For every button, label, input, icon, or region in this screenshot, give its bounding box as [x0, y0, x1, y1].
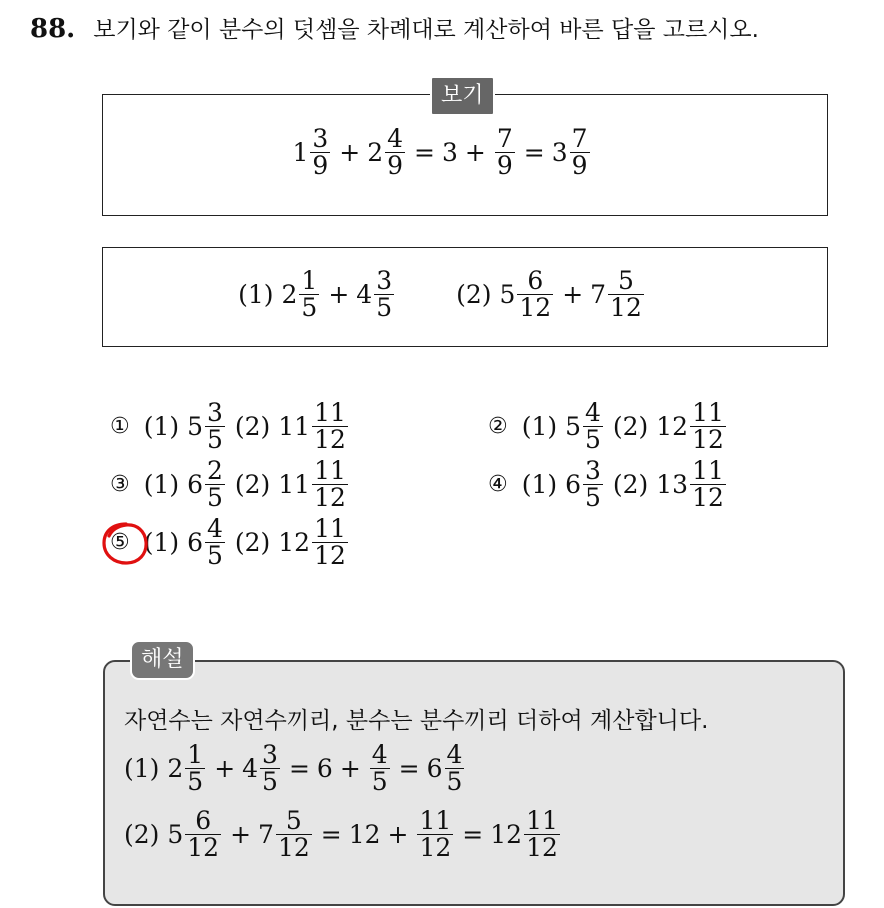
plus-sign: +: [339, 754, 361, 783]
choice-5-part-1-fraction: [205, 516, 225, 569]
choice-2-part-1-fraction: [583, 400, 603, 453]
denominator: 12: [610, 293, 642, 322]
numerator: 3: [207, 398, 223, 427]
choice-4-part-1-label: (1): [521, 470, 558, 499]
equals-sign: =: [320, 820, 342, 849]
choice-3-part-2-whole: 11: [278, 470, 311, 499]
numerator: 11: [692, 456, 724, 485]
problem-1-whole-2: 4: [356, 280, 373, 309]
choice-1-part-2-whole: 11: [278, 412, 311, 441]
numerator: 6: [195, 806, 212, 835]
numerator: 11: [314, 514, 346, 543]
solution-line-2-result-whole: 12: [490, 820, 523, 849]
denominator: 12: [314, 483, 346, 512]
numerator: 6: [527, 266, 544, 295]
numerator: 5: [618, 266, 634, 295]
numerator: 11: [692, 398, 724, 427]
choice-3-mark: ③: [110, 472, 130, 497]
problem-1-whole-1: 2: [281, 280, 298, 309]
equals-sign: =: [462, 820, 484, 849]
answer-circle-mark: [100, 518, 152, 568]
problem-2-whole-1: 5: [499, 280, 516, 309]
example-whole-sum: 3: [442, 138, 458, 167]
solution-line-1-label: (1): [124, 754, 160, 783]
example-fraction-2: [385, 126, 405, 179]
denominator: 5: [207, 483, 223, 512]
plus-sign: +: [562, 280, 584, 309]
solution-line-1-whole-1: 2: [167, 754, 184, 783]
choice-4-part-2-fraction: [690, 458, 726, 511]
choice-5-part-2-fraction: [312, 516, 348, 569]
solution-line-2-whole-2: 7: [258, 820, 274, 849]
denominator: 5: [585, 483, 601, 512]
denominator: 9: [496, 151, 513, 180]
question-text: 보기와 같이 분수의 덧셈을 차례대로 계산하여 바른 답을 고르시오.: [93, 17, 759, 43]
solution-line-2: [124, 808, 562, 861]
choice-5-mark: ⑤: [110, 530, 130, 555]
choice-4-part-2-label: (2): [612, 470, 649, 499]
denominator: 5: [585, 425, 601, 454]
choice-5-part-1-label: (1): [143, 528, 180, 557]
solution-line-1: [124, 742, 466, 795]
choice-5-part-1-whole: 6: [187, 528, 204, 557]
question-header: [30, 14, 759, 45]
denominator: 5: [301, 293, 318, 322]
choice-3-part-1-label: (1): [143, 470, 180, 499]
equals-sign: =: [288, 754, 310, 783]
solution-line-1-result-fraction: [445, 742, 465, 795]
plus-sign: +: [387, 820, 409, 849]
choice-1-part-2-label: (2): [234, 412, 271, 441]
problem-1-label: (1): [238, 280, 274, 309]
example-result-whole: 3: [551, 138, 568, 167]
denominator: 12: [314, 425, 346, 454]
choice-3-part-1-fraction: [205, 458, 225, 511]
choice-1-part-1-whole: 5: [187, 412, 204, 441]
numerator: 11: [314, 398, 346, 427]
solution-line-1-fraction-sum: [370, 742, 390, 795]
example-tag: 보기: [430, 76, 495, 116]
solution-line-2-fraction-sum: [417, 808, 453, 861]
numerator: 7: [571, 124, 588, 153]
numerator: 1: [301, 266, 318, 295]
choice-1-part-1-fraction: [205, 400, 225, 453]
choice-3[interactable]: [110, 458, 350, 511]
solution-explanation: 자연수는 자연수끼리, 분수는 분수끼리 더하여 계산합니다.: [124, 708, 709, 734]
choice-3-part-2-label: (2): [234, 470, 271, 499]
denominator: 12: [692, 483, 724, 512]
solution-line-2-fraction-1: [185, 808, 221, 861]
solution-line-2-fraction-2: [276, 808, 312, 861]
denominator: 9: [312, 151, 329, 180]
problem-2-label: (2): [456, 280, 492, 309]
choice-4-part-2-whole: 13: [656, 470, 689, 499]
example-whole-2: 2: [367, 138, 384, 167]
problem-2-whole-2: 7: [590, 280, 607, 309]
equals-sign: =: [523, 138, 545, 167]
denominator: 12: [419, 833, 452, 862]
problem-1-fraction-2: [374, 268, 394, 321]
choice-4[interactable]: [488, 458, 728, 511]
example-result-fraction: [570, 126, 590, 179]
choice-3-part-1-whole: 6: [187, 470, 204, 499]
solution-line-2-whole-1: 5: [167, 820, 184, 849]
plus-sign: +: [230, 820, 252, 849]
equals-sign: =: [398, 754, 420, 783]
denominator: 5: [207, 541, 223, 570]
plus-sign: +: [214, 754, 236, 783]
denominator: 12: [314, 541, 346, 570]
choice-5-part-2-whole: 12: [278, 528, 311, 557]
solution-line-1-fraction-2: [260, 742, 280, 795]
numerator: 1: [187, 740, 204, 769]
numerator: 11: [314, 456, 346, 485]
solution-line-1-whole-2: 4: [242, 754, 259, 783]
numerator: 5: [285, 806, 302, 835]
denominator: 12: [526, 833, 558, 862]
denominator: 12: [519, 293, 552, 322]
example-whole-1: 1: [292, 138, 309, 167]
denominator: 9: [571, 151, 588, 180]
denominator: 12: [692, 425, 724, 454]
solution-line-2-label: (2): [124, 820, 160, 849]
denominator: 5: [262, 767, 278, 796]
example-equation: [0, 126, 884, 179]
choice-4-part-1-fraction: [583, 458, 603, 511]
choice-1-part-1-label: (1): [143, 412, 180, 441]
choice-5-part-2-label: (2): [234, 528, 271, 557]
question-number: 88.: [30, 14, 76, 44]
denominator: 5: [446, 767, 463, 796]
denominator: 5: [376, 293, 393, 322]
problem-2-fraction-1: [517, 268, 553, 321]
denominator: 5: [371, 767, 388, 796]
choice-4-part-1-whole: 6: [565, 470, 582, 499]
problem-1-fraction-1: [299, 268, 319, 321]
plus-sign: +: [328, 280, 350, 309]
numerator: 3: [376, 266, 393, 295]
choice-2-part-2-label: (2): [612, 412, 649, 441]
choice-1[interactable]: [110, 400, 350, 453]
solution-line-1-whole-sum: 6: [316, 754, 333, 783]
plus-sign: +: [339, 138, 361, 167]
denominator: 12: [187, 833, 220, 862]
denominator: 5: [187, 767, 204, 796]
denominator: 9: [387, 151, 404, 180]
numerator: 7: [496, 124, 513, 153]
numerator: 4: [207, 514, 223, 543]
choice-2[interactable]: [488, 400, 728, 453]
solution-line-2-result-fraction: [524, 808, 560, 861]
plus-sign: +: [464, 138, 486, 167]
numerator: 4: [387, 124, 404, 153]
choice-2-part-1-label: (1): [521, 412, 558, 441]
example-fraction-1: [310, 126, 330, 179]
numerator: 3: [262, 740, 278, 769]
numerator: 4: [446, 740, 463, 769]
choice-3-part-2-fraction: [312, 458, 348, 511]
denominator: 12: [277, 833, 310, 862]
numerator: 3: [312, 124, 329, 153]
choice-1-part-2-fraction: [312, 400, 348, 453]
choice-1-mark: ①: [110, 414, 130, 439]
choice-2-part-1-whole: 5: [565, 412, 582, 441]
solution-line-1-result-whole: 6: [426, 754, 443, 783]
numerator: 4: [371, 740, 388, 769]
denominator: 5: [207, 425, 223, 454]
solution-line-1-fraction-1: [185, 742, 205, 795]
equals-sign: =: [414, 138, 435, 167]
choice-2-mark: ②: [488, 414, 508, 439]
example-fraction-sum: [495, 126, 515, 179]
problem-2-fraction-2: [608, 268, 644, 321]
numerator: 11: [419, 806, 452, 835]
numerator: 4: [585, 398, 601, 427]
problem-expressions: [0, 268, 884, 321]
numerator: 3: [585, 456, 601, 485]
solution-line-2-whole-sum: 12: [348, 820, 381, 849]
solution-tag: 해설: [130, 640, 195, 680]
numerator: 2: [207, 456, 223, 485]
numerator: 11: [526, 806, 558, 835]
choice-2-part-2-whole: 12: [656, 412, 689, 441]
choice-2-part-2-fraction: [690, 400, 726, 453]
choice-4-mark: ④: [488, 472, 508, 497]
